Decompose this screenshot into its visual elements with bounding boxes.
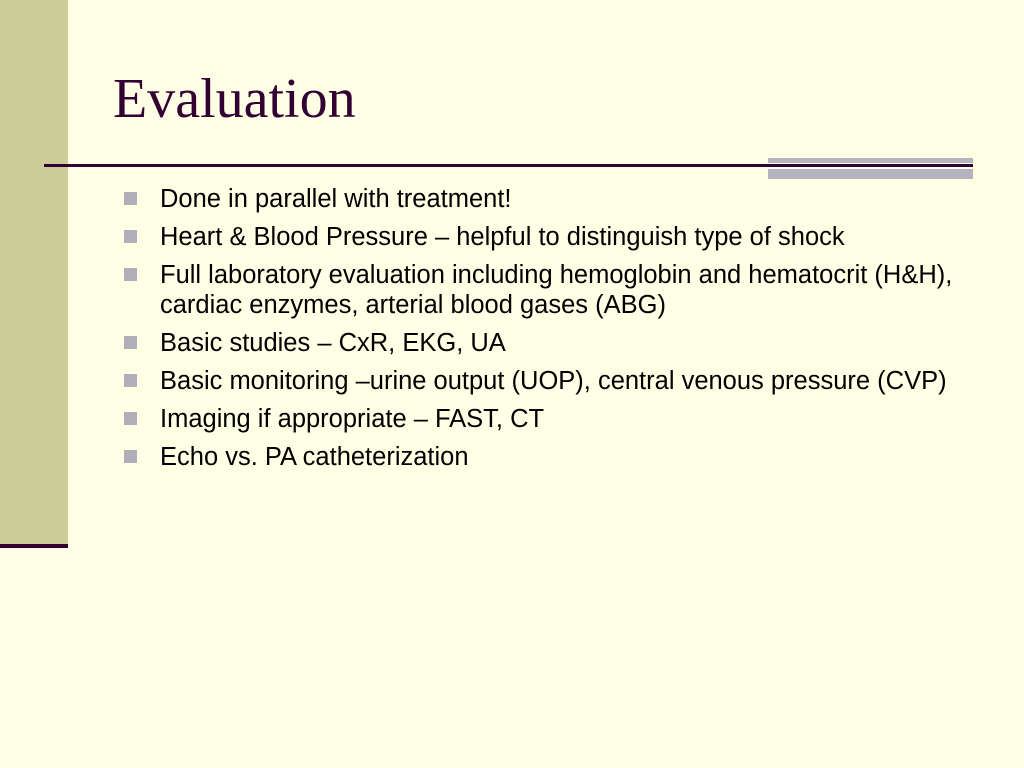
bullet-item (124, 404, 964, 434)
accent-bar-bottom (768, 169, 973, 179)
bullet-list (124, 184, 964, 480)
slide-title: Evaluation (113, 68, 356, 130)
square-bullet-icon (124, 268, 137, 281)
bullet-text: Basic studies – CxR, EKG, UA (160, 329, 506, 357)
square-bullet-icon (124, 336, 137, 349)
bullet-text: Imaging if appropriate – FAST, CT (160, 405, 545, 433)
bullet-text: Done in parallel with treatment! (160, 185, 512, 213)
bullet-text: Echo vs. PA catheterization (160, 443, 469, 471)
accent-bar-top (768, 158, 973, 163)
bullet-text: Heart & Blood Pressure – helpful to distinguish type of shock (160, 223, 845, 251)
bullet-item (124, 328, 964, 358)
square-bullet-icon (124, 412, 137, 425)
bullet-text: Basic monitoring –urine output (UOP), central venous pressure (CVP) (160, 367, 947, 395)
left-bar-underline (0, 544, 68, 548)
title-divider (44, 164, 973, 167)
square-bullet-icon (124, 374, 137, 387)
bullet-item (124, 442, 964, 472)
bullet-item (124, 366, 964, 396)
bullet-text: Full laboratory evaluation including hemoglobin and hematocrit (H&H), cardiac enzymes, arterial blood gases (ABG) (160, 261, 953, 319)
left-decorative-bar (0, 0, 68, 548)
bullet-item (124, 184, 964, 214)
square-bullet-icon (124, 450, 137, 463)
square-bullet-icon (124, 230, 137, 243)
bullet-item (124, 222, 964, 252)
bullet-item (124, 260, 964, 320)
square-bullet-icon (124, 192, 137, 205)
